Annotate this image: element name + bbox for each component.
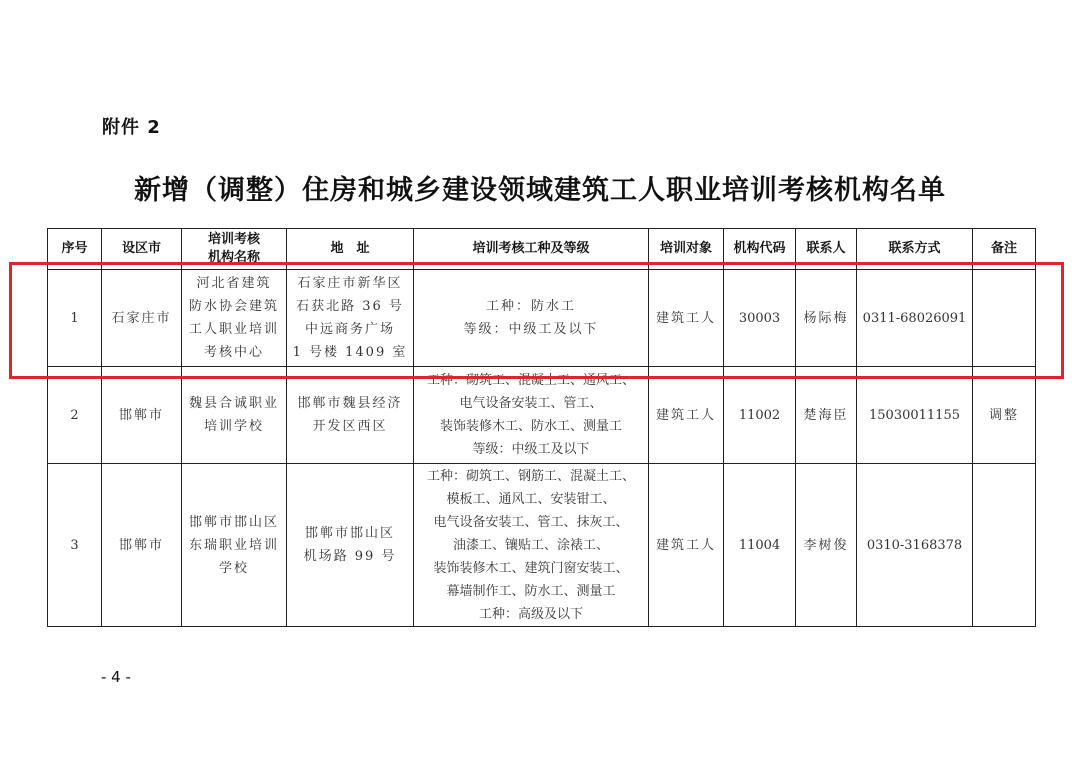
cell-phone: 15030011155 [857,367,973,464]
cell-note: 调整 [973,367,1036,464]
cell-city: 邯郸市 [102,464,182,627]
cell-contact: 楚海臣 [796,367,857,464]
cell-address [287,464,414,627]
org-line: 考核中心 [203,345,264,360]
page-number: - 4 - [101,668,131,686]
cell-code: 11002 [724,367,796,464]
trades-line: 装饰装修木工、建筑门窗安装工、 [433,560,629,576]
document-title: 新增（调整）住房和城乡建设领域建筑工人职业培训考核机构名单 [134,175,946,206]
cell-phone: 0310-3168378 [857,464,973,627]
cell-phone: 0311-68026091 [857,270,973,367]
org-line: 邯郸市邯山区 [188,514,279,530]
header-trades: 培训考核工种及等级 [414,229,649,270]
address-line: 开发区西区 [312,419,388,434]
header-address: 地 址 [287,229,414,270]
cell-address [287,367,414,464]
cell-code: 30003 [724,270,796,367]
header-seq: 序号 [48,229,102,270]
cell-seq: 2 [48,367,102,464]
cell-seq: 3 [48,464,102,627]
header-target: 培训对象 [649,229,724,270]
trades-line: 电气设备安装工、管工、抹灰工、 [433,514,629,530]
trades-line: 电气设备安装工、管工、 [459,396,603,411]
cell-contact: 杨际梅 [796,270,857,367]
cell-contact: 李树俊 [796,464,857,627]
header-contact: 联系人 [796,229,857,270]
header-city: 设区市 [102,229,182,270]
address-line: 1 号楼 1409 室 [292,345,408,360]
cell-city: 石家庄市 [102,270,182,367]
cell-target: 建筑工人 [649,270,724,367]
trades-line: 幕墙制作工、防水工、测量工 [446,583,616,599]
address-line: 邯郸市魏县经济 [297,396,403,411]
address-line: 石家庄市新华区 [297,276,403,291]
org-line: 河北省建筑 [196,276,272,291]
trades-line: 油漆工、镶贴工、涂裱工、 [452,537,609,553]
org-line: 魏县合诚职业 [188,396,279,411]
attachment-label: 附件 2 [102,117,161,138]
trades-line: 工种：砌筑工、钢筋工、混凝土工、 [426,468,635,484]
trades-line: 模板工、通风工、安装钳工、 [446,491,616,507]
header-note: 备注 [973,229,1036,270]
cell-note [973,464,1036,627]
address-line: 中远商务广场 [304,322,395,337]
cell-org [182,367,287,464]
trades-line: 等级：中级工及以下 [463,322,599,337]
trades-line: 工种：砌筑工、混凝土工、通风工、 [426,373,635,388]
trades-line: 工种：高级及以下 [478,606,583,622]
table-row [48,464,1036,627]
cell-org [182,464,287,627]
header-phone: 联系方式 [857,229,973,270]
table-row [48,367,1036,464]
address-line: 机场路 99 号 [303,549,397,564]
cell-trades [414,367,649,464]
cell-target: 建筑工人 [649,464,724,627]
address-line: 邯郸市邯山区 [304,526,395,541]
org-line: 工人职业培训 [188,322,279,337]
cell-city: 邯郸市 [102,367,182,464]
header-code: 机构代码 [724,229,796,270]
cell-target: 建筑工人 [649,367,724,464]
trades-line: 等级：中级工及以下 [472,442,590,457]
highlight-box [9,262,1064,379]
cell-seq: 1 [48,270,102,367]
trades-line: 装饰装修木工、防水工、测量工 [439,419,622,434]
org-line: 东瑞职业培训 [188,537,279,553]
header-org-line2: 机构名称 [207,250,260,265]
address-line: 石获北路 36 号 [296,299,404,314]
cell-code: 11004 [724,464,796,627]
trades-line: 工种：防水工 [485,299,576,314]
org-line: 防水协会建筑 [188,299,279,314]
header-org-line1: 培训考核 [207,232,260,247]
cell-trades [414,464,649,627]
org-line: 培训学校 [203,419,264,434]
org-line: 学校 [218,560,249,576]
